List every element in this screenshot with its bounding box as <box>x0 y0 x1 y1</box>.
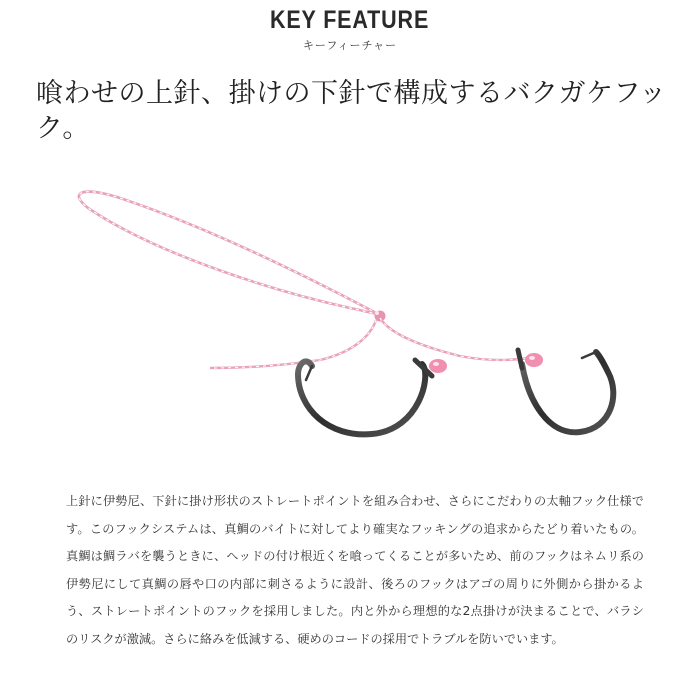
hook-illustration <box>60 168 640 448</box>
cord-loop <box>79 192 378 314</box>
section-header <box>0 6 700 52</box>
feature-headline: 喰わせの上針、掛けの下針で構成するバクガケフック。 <box>36 78 667 144</box>
upper-hook <box>298 359 447 434</box>
cord-leads <box>210 318 530 368</box>
section-title: KEY FEATURE <box>270 6 430 34</box>
lower-hook <box>518 350 613 432</box>
feature-description: 上針に伊勢尼、下針に掛け形状のストレートポイントを組み合わせ、さらにこだわりの太軸フック仕様です。このフックシステムは、真鯛のバイトに対してより確実なフッキングの追求からたどり着いたもの。真鯛は鯛ラバを襲うときに、ヘッドの付け根近くを喰ってくることが多いため、前のフックはネムリ系の伊勢尼にして真鯛の唇や口の内部に刺さるように設計、後ろのフックはアゴの周りに外側から掛かるよう、ストレートポイントのフックを採用しました。内と外から理想的な2点掛けが決まることで、バラシのリスクが激減。さらに絡みを低減する、硬めのコードの採用でトラブルを防いでいます。 <box>66 494 644 646</box>
section-subtitle: キーフィーチャー <box>302 39 398 52</box>
